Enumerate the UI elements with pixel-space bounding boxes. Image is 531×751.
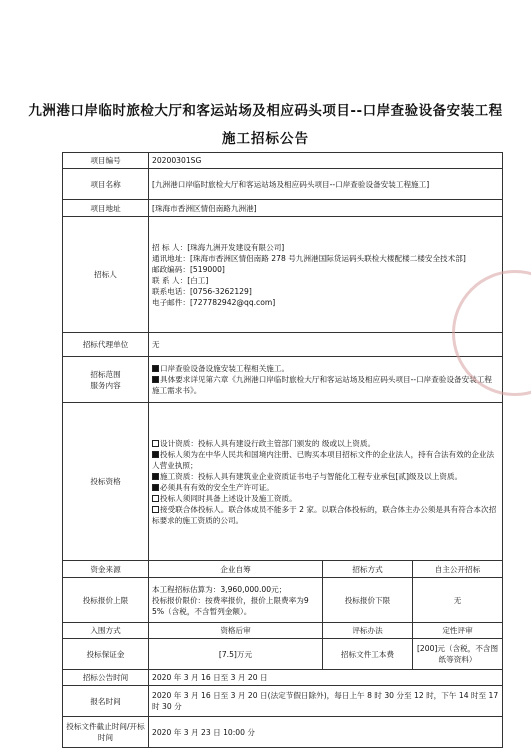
notice-time-value: 2020 年 3 月 16 日至 3 月 20 日 <box>149 670 503 686</box>
row-reg-time <box>63 686 503 717</box>
row-agent <box>63 333 503 357</box>
deadline-value: 2020 年 3 月 23 日 10:00 分 <box>149 717 503 748</box>
qualification-item <box>152 471 499 482</box>
scope-item <box>152 374 499 396</box>
tenderer-address: 通讯地址：[珠海市香洲区情侣南路 278 号九洲港国际货运码头联检大楼配楼二楼安全技术部] <box>152 253 466 263</box>
limit-text: 投标报价限价：按费率报价，报价上限费率为95%（含税，不含暂列金额）。 <box>152 595 309 616</box>
agent-value: 无 <box>149 333 503 357</box>
reg-time-label: 报名时间 <box>63 686 149 717</box>
row-notice-time <box>63 670 503 686</box>
tender-notice-table <box>62 152 503 748</box>
checked-box-icon <box>152 376 159 383</box>
funding-label: 资金来源 <box>63 561 149 578</box>
project-address-value: [珠海市香洲区情侣南路九洲港] <box>149 200 503 217</box>
row-bond <box>63 639 503 670</box>
row-tenderer <box>63 217 503 333</box>
qualification-text: 设计资质：投标人具有建设行政主管部门颁发的 级或以上资质。 <box>160 438 376 448</box>
qualification-item <box>152 482 499 493</box>
scope-label-line2: 服务内容 <box>90 380 121 390</box>
scope-item-text: 具体要求详见第六章《九洲港口岸临时旅检大厅和客运站场及相应码头项目--口岸查验设备安装工程施工需求书》。 <box>152 375 493 395</box>
method-label: 招标方式 <box>323 561 413 578</box>
qualification-text: 施工资质：投标人具有建筑业企业资质证书电子与智能化工程专业承包[贰]级及以上资质。 <box>160 471 463 481</box>
qualification-text: 必须具有有效的安全生产许可证。 <box>160 482 274 492</box>
project-no-value: 20200301SG <box>149 153 503 169</box>
checked-box-icon <box>152 451 159 458</box>
scope-label-line1: 招标范围 <box>90 369 121 379</box>
row-project-address <box>63 200 503 217</box>
qualification-text: 投标人须同时具备上述设计及施工资质。 <box>160 493 297 503</box>
estimate-text: 本工程招标估算为：3,960,000.00元； <box>152 584 287 594</box>
tenderer-email: 电子邮件：[727782942@qq.com] <box>152 297 276 307</box>
checked-box-icon <box>152 484 159 491</box>
scope-content <box>149 357 503 403</box>
checked-box-icon <box>152 473 159 480</box>
eval-value: 定性评审 <box>413 623 503 639</box>
fee-label: 招标文件工本费 <box>323 639 413 670</box>
price-lower-value: 无 <box>413 578 503 623</box>
entry-label: 入围方式 <box>63 623 149 639</box>
tenderer-contact-block <box>149 217 503 333</box>
notice-time-label: 招标公告时间 <box>63 670 149 686</box>
row-project-name <box>63 169 503 200</box>
unchecked-box-icon <box>152 495 159 502</box>
qualification-text: 接受联合体投标人。联合体成员不能多于 2 家。以联合体投标的，联合体主办公须是具有符合本次招标要求的施工资质的公司。 <box>152 504 497 525</box>
tenderer-phone: 联系电话：[0756-3262129] <box>152 286 252 296</box>
notice-title-line2: 施工招标公告 <box>222 131 309 147</box>
qualification-item <box>152 493 499 504</box>
tenderer-contact: 联 系 人：[白工] <box>152 275 209 285</box>
tenderer-postcode: 邮政编码：[519000] <box>152 264 225 274</box>
project-no-label: 项目编号 <box>63 153 149 169</box>
bond-label: 投标保证金 <box>63 639 149 670</box>
fee-value: [200]元（含税，不含图纸等资料） <box>413 639 503 670</box>
qualification-item <box>152 449 499 471</box>
method-value: 自主公开招标 <box>413 561 503 578</box>
entry-value: 资格后审 <box>149 623 323 639</box>
funding-value: 企业自筹 <box>149 561 323 578</box>
project-name-label: 项目名称 <box>63 169 149 200</box>
agent-label: 招标代理单位 <box>63 333 149 357</box>
row-price-limit <box>63 578 503 623</box>
tenderer-name: 招 标 人：[珠海九洲开发建设有限公司] <box>152 242 285 252</box>
scope-label <box>63 357 149 403</box>
project-name-value: [九洲港口岸临时旅检大厅和客运站场及相应码头项目--口岸查验设备安装工程施工] <box>149 169 503 200</box>
deadline-label: 投标文件截止时间/开标时间 <box>63 717 149 748</box>
row-deadline <box>63 717 503 748</box>
reg-time-value: 2020 年 3 月 16 日至 3 月 20 日(法定节假日除外)，每日上午 8 时 30 分至 12 时，下午 14 时至 17 时 30 分 <box>149 686 503 717</box>
row-qualification <box>63 403 503 561</box>
qualification-text: 投标人须为在中华人民共和国境内注册、已购买本项目招标文件的企业法人，持有合法有效的企业法人营业执照； <box>152 449 495 470</box>
qualification-item <box>152 438 499 449</box>
project-address-label: 项目地址 <box>63 200 149 217</box>
scope-item <box>152 363 499 374</box>
eval-label: 评标办法 <box>323 623 413 639</box>
qualification-label: 投标资格 <box>63 403 149 561</box>
price-lower-label: 投标报价下限 <box>323 578 413 623</box>
tenderer-label: 招标人 <box>63 217 149 333</box>
checked-box-icon <box>152 365 159 372</box>
qualification-content <box>149 403 503 561</box>
unchecked-box-icon <box>152 440 159 447</box>
scope-item-text: 口岸查验设备设施安装工程相关施工。 <box>160 364 290 373</box>
qualification-item <box>152 504 499 526</box>
notice-title-line1: 九洲港口岸临时旅检大厅和客运站场及相应码头项目--口岸查验设备安装工程 <box>28 103 503 119</box>
row-entry <box>63 623 503 639</box>
row-scope <box>63 357 503 403</box>
row-project-no <box>63 153 503 169</box>
bond-value: [7.5]万元 <box>149 639 323 670</box>
unchecked-box-icon <box>152 506 159 513</box>
row-funding <box>63 561 503 578</box>
price-upper-value <box>149 578 323 623</box>
price-upper-label: 投标报价上限 <box>63 578 149 623</box>
